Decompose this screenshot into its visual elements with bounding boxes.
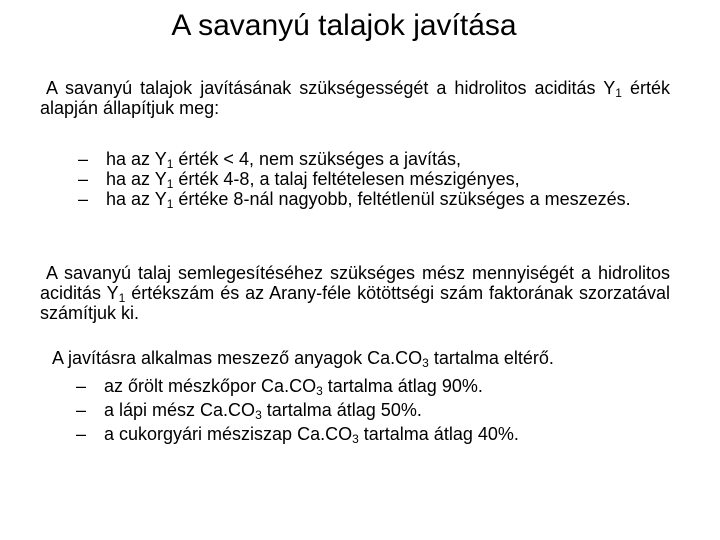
list-item: [78, 189, 670, 209]
list-dash: –: [78, 169, 89, 189]
list-item-text-start: az őrölt mészkőpor Ca.CO: [104, 376, 317, 396]
list-item-text-end: értéke 8-nál nagyobb, feltétlenül szükséges a meszezés.: [173, 189, 631, 209]
lime-subscript: 1: [118, 291, 126, 305]
list-item-text-start: ha az Y: [106, 169, 167, 189]
lime-text-end: értékszám és az Arany-féle kötöttségi szám faktorának szorzatával számítjuk ki.: [40, 283, 671, 323]
list-item: [76, 398, 670, 422]
list-item: [78, 149, 670, 169]
list-item-subscript: 3: [255, 408, 262, 422]
list-item-text-end: érték < 4, nem szükséges a javítás,: [173, 149, 462, 169]
intro-paragraph: [40, 78, 670, 118]
list-item-subscript: 3: [316, 384, 323, 398]
list-item: [76, 422, 670, 446]
materials-list: [76, 374, 670, 446]
materials-paragraph: [40, 348, 670, 368]
list-dash: –: [78, 149, 89, 169]
intro-text-end: érték alapján állapítjuk meg:: [40, 78, 670, 118]
materials-subscript: 3: [422, 356, 429, 370]
list-dash: –: [76, 424, 87, 444]
page-title: A savanyú talajok javítása: [171, 9, 517, 42]
list-item-subscript: 1: [166, 177, 174, 191]
list-dash: –: [76, 376, 87, 396]
list-item: [78, 169, 670, 189]
list-item-text-start: a cukorgyári mésziszap Ca.CO: [104, 424, 353, 444]
intro-subscript: 1: [615, 86, 622, 100]
threshold-list: [78, 149, 670, 209]
materials-text-start: A javításra alkalmas meszező anyagok Ca.CO: [52, 348, 423, 368]
list-dash: –: [76, 400, 87, 420]
list-dash: –: [78, 189, 89, 209]
list-item-subscript: 1: [166, 197, 174, 211]
list-item-text-end: tartalma átlag 50%.: [261, 400, 422, 420]
materials-text-end: tartalma eltérő.: [428, 348, 554, 368]
list-item-text-start: ha az Y: [106, 149, 167, 169]
list-item-text-end: tartalma átlag 90%.: [322, 376, 483, 396]
list-item-text-end: tartalma átlag 40%.: [358, 424, 519, 444]
list-item-text-start: ha az Y: [106, 189, 167, 209]
list-item-text-end: érték 4-8, a talaj feltételesen mészigényes,: [173, 169, 520, 189]
list-item-subscript: 1: [166, 157, 174, 171]
list-item: [76, 374, 670, 398]
list-item-subscript: 3: [352, 432, 359, 446]
lime-amount-paragraph: [40, 263, 670, 323]
list-item-text-start: a lápi mész Ca.CO: [104, 400, 256, 420]
intro-text-start: A savanyú talajok javításának szükségességét a hidrolitos aciditás Y: [46, 78, 616, 98]
lime-text-start: A savanyú talaj semlegesítéséhez szükséges mész mennyiségét a hidrolitos aciditás Y: [40, 263, 670, 303]
